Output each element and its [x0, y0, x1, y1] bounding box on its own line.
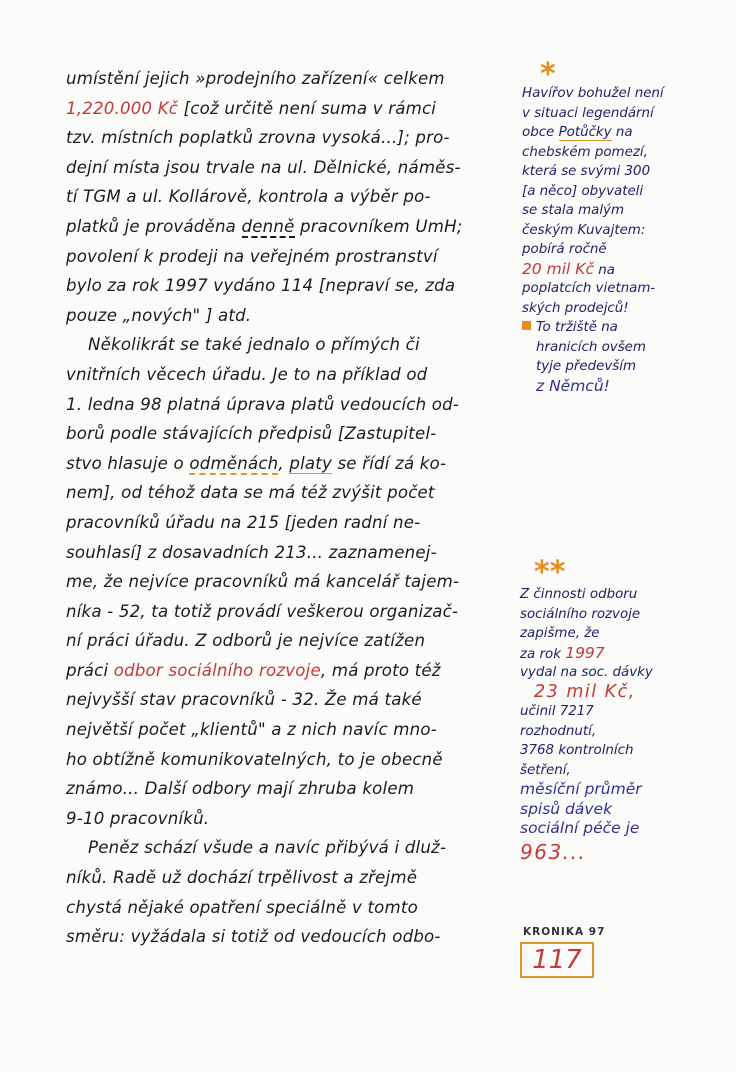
text-line: borů podle stávajících předpisů [Zastupitel- — [66, 424, 437, 444]
note-line: zapišme, že — [520, 626, 600, 641]
main-text-column — [66, 64, 518, 952]
department-name-red: odbor sociálního rozvoje — [113, 660, 321, 680]
note-line: sociální péče je — [520, 819, 640, 837]
note-line — [522, 377, 692, 397]
text-line: Peněz schází všude a navíc přibývá i dluž- — [88, 838, 447, 858]
text-line: Několikrát se také jednalo o přímých či — [88, 335, 420, 355]
text-line: nejvyšší stav pracovníků - 32. Že má také — [66, 690, 422, 710]
text-line: platků je prováděna denně pracovníkem UmH; — [66, 216, 463, 236]
square-bullet-icon — [522, 321, 531, 330]
text-line: práci odbor sociálního rozvoje, má proto též — [66, 660, 441, 680]
note-line: To tržiště na — [522, 318, 692, 338]
chronicle-label: KRONIKA 97 — [523, 926, 606, 938]
note-line: chebském pomezí, — [522, 144, 648, 160]
note-line: 3768 kontrolních — [520, 743, 634, 758]
note-line: spisů dávek — [520, 799, 613, 818]
note-line: se stala malým — [522, 203, 625, 218]
note-line: ských prodejců! — [522, 300, 629, 316]
note-line: měsíční průměr — [520, 780, 642, 798]
text-line: bylo za rok 1997 vydáno 114 [nepraví se, zda — [66, 276, 456, 296]
note-line: obce Potůčky na — [522, 125, 633, 140]
text-line: největší počet „klientů" a z nich navíc mno- — [66, 720, 437, 740]
underlined-daily: denně — [241, 216, 295, 236]
text-line: pouze „nových" ] atd. — [66, 305, 252, 325]
note-line: učinil 7217 — [520, 704, 594, 719]
text-line: chystá nějaké opatření speciálně v tomto — [66, 897, 418, 917]
text-line: ní práci úřadu. Z odborů je nejvíce zatížen — [66, 631, 426, 651]
amount-red: 20 mil Kč — [522, 259, 594, 278]
note-line — [520, 683, 690, 703]
highlight-blue: z Němců! — [536, 376, 610, 395]
underlined-rewards: odměnách — [189, 453, 279, 473]
text-line: 1. ledna 98 platná úprava platů vedoucích od- — [66, 394, 460, 414]
text-line: tzv. místních poplatků zrovna vysoká...]; pro- — [66, 128, 450, 148]
amount-red: 23 mil Kč, — [534, 681, 636, 702]
number-red: 963... — [520, 839, 587, 864]
side-note-2 — [520, 585, 690, 865]
text-line: ho obtížně komunikovatelných, to je obecně — [66, 749, 443, 769]
note-line: sociálního rozvoje — [520, 606, 641, 622]
note-line — [520, 839, 690, 865]
text-line: 1,220.000 Kč [což určitě není suma v rámci — [66, 98, 437, 118]
text-line: nem], od téhož data se má též zvýšit počet — [66, 483, 435, 503]
note-line: poplatcích vietnam- — [522, 281, 656, 296]
text-line: vnitřních věcech úřadu. Je to na příklad od — [66, 364, 428, 384]
text-line: 9-10 pracovníků. — [66, 808, 210, 828]
double-asterisk-icon: ** — [534, 555, 566, 590]
asterisk-icon: * — [540, 57, 556, 92]
text-line: stvo hlasuje o odměnách, platy se řídí zá ko- — [66, 453, 447, 473]
amount-red: 1,220.000 Kč — [66, 98, 179, 118]
note-line: v situaci legendární — [522, 105, 654, 121]
text-line: souhlasí] z dosavadních 213... zaznamenej- — [66, 542, 437, 562]
text-line: pracovníků úřadu na 215 [jeden radní ne- — [66, 512, 421, 532]
note-line: pobírá ročně — [522, 242, 607, 257]
text-line: umístění jejich »prodejního zařízení« celkem — [66, 69, 445, 88]
note-line: vydal na soc. dávky — [520, 665, 653, 680]
underlined-town: Potůčky — [558, 125, 612, 140]
text-line: me, že nejvíce pracovníků má kancelář tajem- — [66, 572, 460, 592]
text-line: povolení k prodeji na veřejném prostranství — [66, 246, 438, 266]
text-line: známo... Další odbory mají zhruba kolem — [66, 779, 415, 799]
note-line: Z činnosti odboru — [520, 587, 638, 602]
text-line: dejní místa jsou trvale na ul. Dělnické, náměs- — [66, 157, 461, 177]
note-line: za rok 1997 — [520, 643, 605, 662]
note-line: [a něco] obyvateli — [522, 183, 644, 199]
text-line: směru: vyžádala si totiž od vedoucích odbo- — [66, 927, 441, 947]
text-line: níků. Radě už dochází trpělivost a zřejmě — [66, 868, 418, 888]
note-line: 20 mil Kč na — [522, 259, 615, 278]
note-line: rozhodnutí, — [520, 723, 597, 739]
note-line: Havířov bohužel není — [522, 86, 664, 101]
note-line: českým Kuvajtem: — [522, 222, 646, 238]
note-line: která se svými 300 — [522, 164, 651, 179]
note-line: hranicích ovšem — [536, 339, 646, 355]
note-line: tyje především — [536, 359, 637, 374]
underlined-salary: platy — [289, 453, 332, 473]
text-line: níka - 52, ta totiž provádí veškerou organizač- — [66, 601, 459, 621]
page-number: 117 — [520, 942, 594, 978]
side-note-1 — [522, 84, 692, 396]
text-line: tí TGM a ul. Kollárově, kontrola a výběr po- — [66, 187, 431, 207]
note-line: šetření, — [520, 762, 571, 778]
year-red: 1997 — [565, 643, 605, 662]
